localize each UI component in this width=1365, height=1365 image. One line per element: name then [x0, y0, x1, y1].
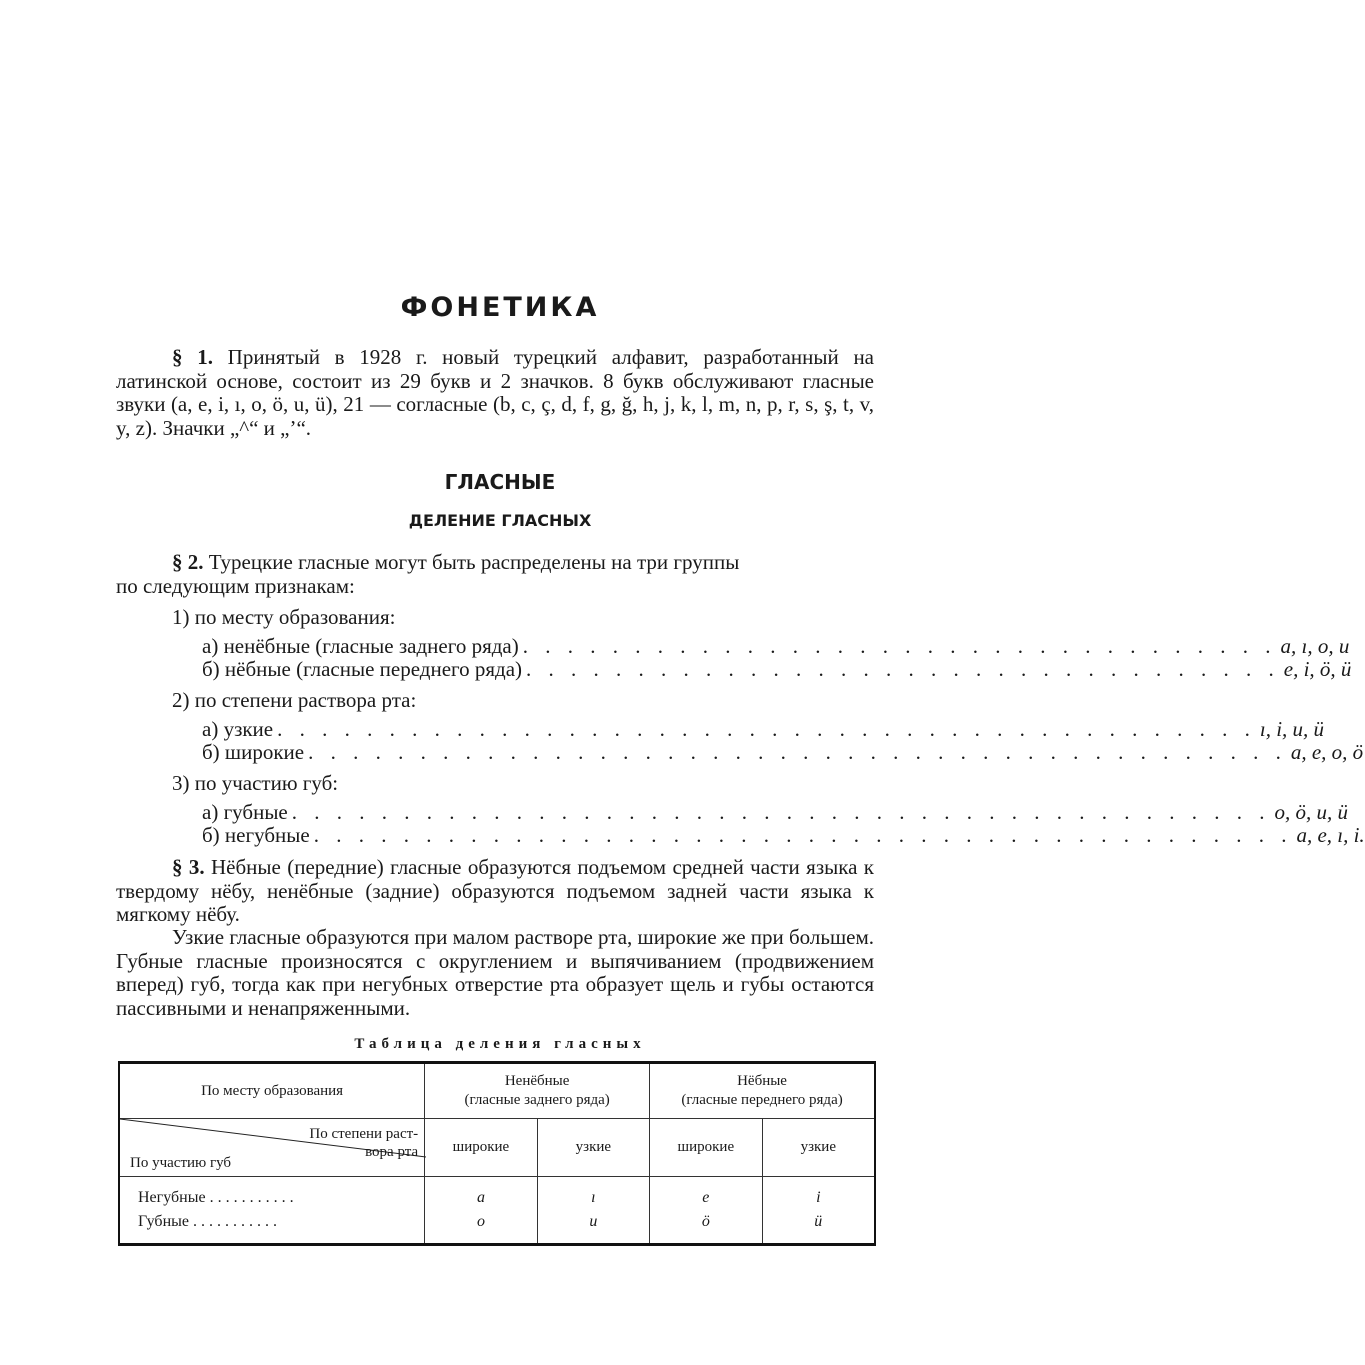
corner-lips-label: По участию губ [130, 1155, 232, 1171]
page-title: ФОНЕТИКА [400, 292, 600, 323]
group-2-title: 2) по степени раствора рта: [172, 688, 417, 712]
leader-dots: . . . . . . . . . . . . . . . . . . . . . . . . . . . . . . . . . . . . . . . . . . . . [308, 740, 1287, 764]
group-1-title: 1) по месту образования: [172, 605, 396, 629]
table-caption: Таблица деления гласных [354, 1036, 646, 1052]
paragraph-1-text: Принятый в 1928 г. новый турецкий алфавит, разработанный на латинской основе, состоит из 29 букв и 2 значков. 8 букв обслуживают гласные звуки (a, e, i, ı, o, ö, u, ü), 21 — согласные (b, c, ç, d, f, g, ğ, h, j, k, l, m, n, p, r, s, ş, t, v, y, z). Значки „^“ и „’“. [116, 345, 875, 440]
cell-back-narrow: ı u [537, 1177, 649, 1245]
paragraph-3-label: § 3. [172, 855, 205, 879]
list-item: а) губные . . . . . . . . . . . . . . . . . . . . . . . . . . . . . . . . . . . . . . . . . . . . o, ö, u, ü [202, 800, 1349, 824]
table-head-place: По месту образования [119, 1063, 425, 1119]
leader-dots: . . . . . . . . . . . . . . . . . . . . . . . . . . . . . . . . . . . . . . . . . . . . [291, 800, 1271, 824]
table-head-back: Ненёбные (гласные заднего ряда) [425, 1063, 650, 1119]
leader-dots: . . . . . . . . . . . . . . . . . . . . . . . . . . . . . . . . . . . . . . . . . . . . [277, 717, 1256, 741]
row-names: Негубные . . . . . . . . . . . Губные . . . . . . . . . . . [119, 1177, 425, 1245]
cell-front-wide: e ö [650, 1177, 763, 1245]
leader-dots: . . . . . . . . . . . . . . . . . . . . . . . . . . . . . . . . . . [526, 657, 1280, 681]
table-row [119, 1177, 875, 1245]
col-front-narrow: узкие [762, 1119, 875, 1177]
paragraph-1-label: § 1. [172, 345, 213, 369]
paragraph-2-label: § 2. [172, 550, 204, 574]
list-item: б) широкие . . . . . . . . . . . . . . . . . . . . . . . . . . . . . . . . . . . . . . . . . . . . a, e, o, ö [202, 740, 1364, 764]
cell-back-wide: a o [425, 1177, 538, 1245]
vowel-table [118, 1061, 876, 1246]
paragraph-1 [116, 346, 874, 440]
leader-dots: . . . . . . . . . . . . . . . . . . . . . . . . . . . . . . . . . . . . . . . . . . . . [313, 823, 1293, 847]
paragraph-4-text: Узкие гласные образуются при малом растворе рта, широкие же при большем. Губные гласные произносятся с округлением и выпячиванием (продвижением вперед) губ, тогда как при негубных отверстие рта образует щель и губы остаются пассивными и ненапряженными. [116, 925, 874, 1020]
leader-dots: . . . . . . . . . . . . . . . . . . . . . . . . . . . . . . . . . . [522, 634, 1277, 658]
paragraph-2-line-1 [116, 550, 874, 574]
paragraph-4 [116, 926, 874, 1020]
section-heading: ГЛАСНЫЕ [444, 470, 556, 494]
table-head-front: Нёбные (гласные переднего ряда) [650, 1063, 875, 1119]
group-3-title: 3) по участию губ: [172, 771, 339, 795]
list-item: б) негубные . . . . . . . . . . . . . . . . . . . . . . . . . . . . . . . . . . . . . . . . . . . . a, e, ı, i. [202, 823, 1365, 847]
paragraph-2-text-1: Турецкие гласные могут быть распределены на три группы [208, 550, 740, 574]
col-back-narrow: узкие [537, 1119, 649, 1177]
col-back-wide: широкие [425, 1119, 538, 1177]
list-item: а) узкие . . . . . . . . . . . . . . . . . . . . . . . . . . . . . . . . . . . . . . . . . . . . ı, i, u, ü [202, 717, 1325, 741]
table-corner-cell [119, 1119, 425, 1177]
paragraph-2-line-2: по следующим признакам: [116, 574, 355, 598]
corner-aperture-label: По степени раст- вора рта [309, 1126, 419, 1160]
col-front-wide: широкие [650, 1119, 763, 1177]
section-subheading: ДЕЛЕНИЕ ГЛАСНЫХ [408, 511, 592, 530]
paragraph-3 [116, 856, 874, 927]
list-item: б) нёбные (гласные переднего ряда) . . . . . . . . . . . . . . . . . . . . . . . . . . . . . . . . . . e, i, ö, ü [202, 657, 1352, 681]
cell-front-narrow: i ü [762, 1177, 875, 1245]
paragraph-3-text: Нёбные (передние) гласные образуются подъемом средней части языка к твердому нёбу, ненёбные (задние) образуются подъемом задней части языка к мягкому нёбу. [116, 855, 875, 926]
list-item: а) ненёбные (гласные заднего ряда) . . . . . . . . . . . . . . . . . . . . . . . . . . . . . . . . . . a, ı, o, u [202, 634, 1350, 658]
